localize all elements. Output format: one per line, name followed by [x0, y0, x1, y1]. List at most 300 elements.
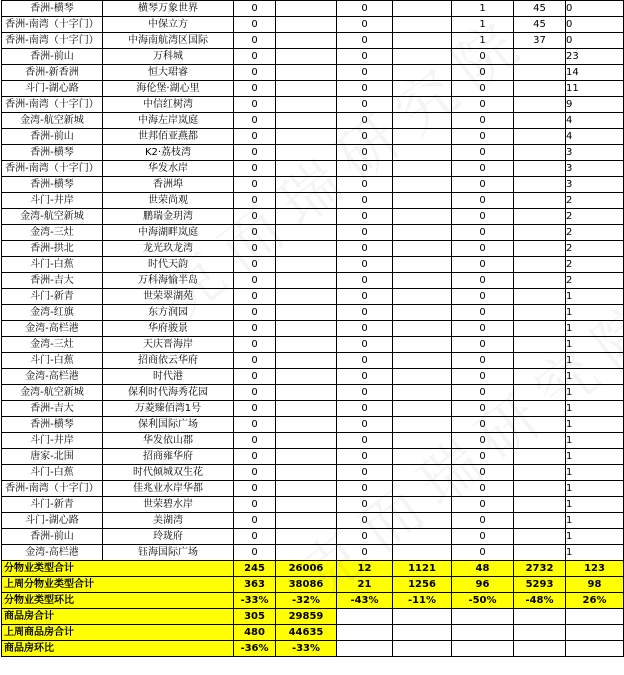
value-cell: 0	[337, 465, 393, 481]
region-cell: 香洲-吉大	[2, 273, 103, 289]
value-cell	[276, 337, 337, 353]
value-cell	[393, 529, 452, 545]
summary-value: 26%	[566, 593, 624, 609]
region-cell: 香洲-南湾（十字门）	[2, 161, 103, 177]
value-cell	[514, 193, 566, 209]
value-cell: 0	[452, 305, 514, 321]
table-row	[2, 497, 624, 513]
value-cell	[276, 65, 337, 81]
project-cell: 中海左岸岚庭	[103, 113, 234, 129]
value-cell: 0	[566, 33, 624, 49]
value-cell: 1	[566, 529, 624, 545]
table-row	[2, 273, 624, 289]
value-cell: 1	[566, 289, 624, 305]
value-cell: 0	[234, 81, 276, 97]
value-cell	[276, 145, 337, 161]
region-cell: 香洲-吉大	[2, 401, 103, 417]
value-cell	[276, 81, 337, 97]
value-cell: 0	[452, 385, 514, 401]
region-cell: 斗门-湖心路	[2, 81, 103, 97]
value-cell	[393, 321, 452, 337]
table-row	[2, 33, 624, 49]
value-cell: 0	[234, 129, 276, 145]
value-cell: 0	[452, 417, 514, 433]
project-cell: 万科城	[103, 49, 234, 65]
data-table	[1, 0, 624, 657]
region-cell: 唐家-北围	[2, 449, 103, 465]
value-cell: 0	[452, 369, 514, 385]
summary-value: -11%	[393, 593, 452, 609]
summary-row	[2, 609, 624, 625]
table-row	[2, 289, 624, 305]
table-row	[2, 1, 624, 17]
value-cell: 0	[337, 1, 393, 17]
value-cell: 0	[337, 129, 393, 145]
summary-value: 21	[337, 577, 393, 593]
value-cell	[514, 273, 566, 289]
value-cell: 37	[514, 33, 566, 49]
value-cell: 0	[452, 65, 514, 81]
summary-value: 48	[452, 561, 514, 577]
table-row	[2, 385, 624, 401]
region-cell: 香洲-拱北	[2, 241, 103, 257]
value-cell: 0	[337, 49, 393, 65]
summary-value: -50%	[452, 593, 514, 609]
value-cell	[276, 273, 337, 289]
summary-empty-cell	[566, 609, 624, 625]
value-cell: 0	[452, 145, 514, 161]
value-cell	[393, 289, 452, 305]
value-cell	[276, 529, 337, 545]
value-cell: 0	[337, 321, 393, 337]
value-cell: 0	[337, 161, 393, 177]
value-cell: 0	[234, 385, 276, 401]
value-cell: 0	[452, 481, 514, 497]
table-row	[2, 49, 624, 65]
region-cell: 金湾-航空新城	[2, 113, 103, 129]
project-cell: 万菱臻佰湾1号	[103, 401, 234, 417]
value-cell: 0	[234, 417, 276, 433]
region-cell: 香洲-南湾（十字门）	[2, 481, 103, 497]
value-cell: 0	[337, 113, 393, 129]
table-row	[2, 369, 624, 385]
project-cell: 香洲埠	[103, 177, 234, 193]
value-cell: 0	[452, 81, 514, 97]
table-row	[2, 337, 624, 353]
region-cell: 香洲-新香洲	[2, 65, 103, 81]
value-cell	[393, 97, 452, 113]
value-cell: 2	[566, 193, 624, 209]
region-cell: 金湾-高栏港	[2, 545, 103, 561]
table-row	[2, 353, 624, 369]
region-cell: 金湾-三灶	[2, 337, 103, 353]
value-cell	[393, 497, 452, 513]
value-cell	[393, 17, 452, 33]
value-cell	[276, 481, 337, 497]
value-cell: 0	[234, 433, 276, 449]
value-cell	[393, 417, 452, 433]
value-cell: 0	[452, 449, 514, 465]
value-cell: 0	[452, 209, 514, 225]
summary-label: 上周分物业类型合计	[2, 577, 234, 593]
value-cell: 4	[566, 113, 624, 129]
value-cell	[276, 17, 337, 33]
summary-value: 98	[566, 577, 624, 593]
value-cell: 1	[566, 497, 624, 513]
value-cell: 0	[337, 33, 393, 49]
value-cell: 0	[452, 97, 514, 113]
summary-row	[2, 561, 624, 577]
value-cell: 0	[234, 497, 276, 513]
value-cell: 1	[566, 337, 624, 353]
value-cell: 0	[337, 337, 393, 353]
value-cell	[514, 97, 566, 113]
value-cell: 0	[234, 353, 276, 369]
value-cell	[514, 129, 566, 145]
value-cell: 3	[566, 145, 624, 161]
table-row	[2, 529, 624, 545]
project-cell: K2·荔枝湾	[103, 145, 234, 161]
project-cell: 时代港	[103, 369, 234, 385]
summary-value: 96	[452, 577, 514, 593]
summary-value: 29859	[276, 609, 337, 625]
value-cell: 0	[337, 273, 393, 289]
value-cell: 1	[452, 1, 514, 17]
value-cell	[393, 129, 452, 145]
summary-value: 44635	[276, 625, 337, 641]
value-cell: 0	[337, 81, 393, 97]
table-row	[2, 17, 624, 33]
value-cell: 0	[566, 17, 624, 33]
value-cell: 0	[337, 417, 393, 433]
table-row	[2, 129, 624, 145]
region-cell: 金湾-高栏港	[2, 321, 103, 337]
table-row	[2, 545, 624, 561]
value-cell: 0	[234, 17, 276, 33]
value-cell: 1	[566, 417, 624, 433]
value-cell: 0	[234, 1, 276, 17]
table-row	[2, 481, 624, 497]
value-cell	[514, 353, 566, 369]
value-cell: 0	[234, 289, 276, 305]
summary-value: -32%	[276, 593, 337, 609]
value-cell: 1	[452, 17, 514, 33]
value-cell	[393, 369, 452, 385]
summary-value: 245	[234, 561, 276, 577]
value-cell	[276, 401, 337, 417]
value-cell	[514, 369, 566, 385]
table-row	[2, 161, 624, 177]
value-cell: 11	[566, 81, 624, 97]
value-cell	[276, 193, 337, 209]
project-cell: 龙光玖龙湾	[103, 241, 234, 257]
project-cell: 华府骏景	[103, 321, 234, 337]
summary-empty-cell	[514, 609, 566, 625]
region-cell: 斗门-白蕉	[2, 465, 103, 481]
value-cell: 0	[452, 497, 514, 513]
region-cell: 斗门-湖心路	[2, 513, 103, 529]
value-cell: 0	[337, 97, 393, 113]
value-cell: 0	[337, 545, 393, 561]
value-cell: 0	[234, 113, 276, 129]
value-cell	[514, 65, 566, 81]
project-cell: 世荣尚观	[103, 193, 234, 209]
value-cell: 1	[566, 353, 624, 369]
value-cell: 3	[566, 161, 624, 177]
table-row	[2, 177, 624, 193]
table-row	[2, 113, 624, 129]
value-cell: 0	[337, 449, 393, 465]
value-cell: 0	[234, 257, 276, 273]
project-cell: 佳兆业水岸华都	[103, 481, 234, 497]
value-cell: 0	[337, 497, 393, 513]
project-cell: 海伦堡·湖心里	[103, 81, 234, 97]
region-cell: 香洲-前山	[2, 129, 103, 145]
value-cell: 0	[234, 449, 276, 465]
project-cell: 时代倾城双生花	[103, 465, 234, 481]
value-cell	[393, 433, 452, 449]
value-cell	[514, 337, 566, 353]
value-cell	[393, 337, 452, 353]
value-cell: 0	[452, 353, 514, 369]
value-cell: 0	[337, 145, 393, 161]
value-cell: 1	[566, 481, 624, 497]
value-cell: 0	[337, 241, 393, 257]
value-cell: 0	[234, 49, 276, 65]
value-cell	[393, 1, 452, 17]
value-cell	[514, 161, 566, 177]
value-cell: 0	[234, 465, 276, 481]
value-cell: 0	[452, 545, 514, 561]
value-cell	[514, 81, 566, 97]
project-cell: 招商依云华府	[103, 353, 234, 369]
value-cell	[276, 449, 337, 465]
value-cell: 0	[234, 305, 276, 321]
value-cell	[393, 241, 452, 257]
value-cell	[514, 49, 566, 65]
value-cell	[393, 33, 452, 49]
value-cell: 0	[234, 481, 276, 497]
value-cell: 0	[337, 65, 393, 81]
value-cell: 0	[234, 529, 276, 545]
summary-value: 12	[337, 561, 393, 577]
value-cell: 2	[566, 209, 624, 225]
value-cell: 0	[234, 161, 276, 177]
project-cell: 美湖湾	[103, 513, 234, 529]
value-cell	[393, 273, 452, 289]
value-cell: 0	[452, 465, 514, 481]
value-cell: 0	[234, 193, 276, 209]
value-cell: 0	[452, 337, 514, 353]
region-cell: 香洲-横琴	[2, 177, 103, 193]
summary-body	[2, 561, 624, 657]
value-cell	[276, 433, 337, 449]
value-cell: 0	[337, 177, 393, 193]
value-cell: 1	[452, 33, 514, 49]
value-cell	[514, 465, 566, 481]
value-cell	[276, 209, 337, 225]
project-cell: 招商雍华府	[103, 449, 234, 465]
value-cell	[393, 113, 452, 129]
project-cell: 中海南航湾区国际	[103, 33, 234, 49]
region-cell: 香洲-南湾（十字门）	[2, 17, 103, 33]
value-cell: 0	[452, 225, 514, 241]
value-cell: 1	[566, 449, 624, 465]
summary-empty-cell	[452, 641, 514, 657]
value-cell	[276, 321, 337, 337]
value-cell: 1	[566, 305, 624, 321]
value-cell	[276, 497, 337, 513]
region-cell: 金湾-航空新城	[2, 385, 103, 401]
region-cell: 斗门-白蕉	[2, 353, 103, 369]
value-cell	[514, 385, 566, 401]
value-cell	[276, 305, 337, 321]
value-cell	[514, 241, 566, 257]
value-cell: 0	[452, 321, 514, 337]
project-cell: 天庆晋海岸	[103, 337, 234, 353]
value-cell	[393, 209, 452, 225]
summary-empty-cell	[514, 641, 566, 657]
value-cell	[393, 257, 452, 273]
value-cell: 0	[337, 353, 393, 369]
value-cell: 0	[452, 257, 514, 273]
value-cell: 0	[234, 209, 276, 225]
summary-value: 305	[234, 609, 276, 625]
value-cell: 0	[337, 17, 393, 33]
value-cell: 1	[566, 401, 624, 417]
value-cell: 0	[452, 289, 514, 305]
value-cell: 45	[514, 17, 566, 33]
value-cell	[276, 353, 337, 369]
value-cell	[393, 465, 452, 481]
summary-empty-cell	[337, 609, 393, 625]
value-cell: 23	[566, 49, 624, 65]
value-cell	[393, 225, 452, 241]
value-cell: 0	[234, 273, 276, 289]
table-row	[2, 321, 624, 337]
value-cell: 2	[566, 225, 624, 241]
value-cell: 45	[514, 1, 566, 17]
value-cell	[514, 257, 566, 273]
summary-label: 上周商品房合计	[2, 625, 234, 641]
value-cell	[276, 369, 337, 385]
region-cell: 金湾-航空新城	[2, 209, 103, 225]
value-cell	[393, 353, 452, 369]
value-cell	[276, 289, 337, 305]
value-cell: 2	[566, 241, 624, 257]
value-cell: 0	[337, 529, 393, 545]
value-cell	[276, 49, 337, 65]
value-cell: 0	[452, 433, 514, 449]
value-cell	[514, 417, 566, 433]
table-row	[2, 193, 624, 209]
summary-row	[2, 625, 624, 641]
value-cell	[276, 417, 337, 433]
project-cell: 玲珑府	[103, 529, 234, 545]
table-body	[2, 1, 624, 561]
value-cell: 2	[566, 273, 624, 289]
summary-value: -48%	[514, 593, 566, 609]
value-cell	[514, 225, 566, 241]
value-cell: 0	[234, 369, 276, 385]
value-cell	[393, 193, 452, 209]
summary-value: 26006	[276, 561, 337, 577]
region-cell: 斗门-井岸	[2, 193, 103, 209]
region-cell: 斗门-新青	[2, 497, 103, 513]
value-cell: 0	[337, 385, 393, 401]
value-cell: 0	[234, 513, 276, 529]
summary-value: -36%	[234, 641, 276, 657]
value-cell	[276, 113, 337, 129]
region-cell: 金湾-高栏港	[2, 369, 103, 385]
summary-label: 分物业类型环比	[2, 593, 234, 609]
project-cell: 世邦佰亚燕都	[103, 129, 234, 145]
region-cell: 香洲-前山	[2, 529, 103, 545]
value-cell: 1	[566, 465, 624, 481]
value-cell	[514, 449, 566, 465]
value-cell	[276, 465, 337, 481]
region-cell: 斗门-井岸	[2, 433, 103, 449]
summary-value: -33%	[234, 593, 276, 609]
project-cell: 时代天韵	[103, 257, 234, 273]
project-cell: 世荣翠湖苑	[103, 289, 234, 305]
value-cell	[393, 145, 452, 161]
project-cell: 鹏瑞金玥湾	[103, 209, 234, 225]
value-cell	[514, 209, 566, 225]
project-cell: 恒大珺睿	[103, 65, 234, 81]
project-cell: 中保立方	[103, 17, 234, 33]
value-cell	[276, 161, 337, 177]
summary-row	[2, 641, 624, 657]
table-row	[2, 305, 624, 321]
value-cell: 0	[337, 401, 393, 417]
value-cell: 0	[234, 65, 276, 81]
summary-value: 123	[566, 561, 624, 577]
value-cell	[393, 49, 452, 65]
table-row	[2, 465, 624, 481]
project-cell: 华发依山郡	[103, 433, 234, 449]
value-cell: 3	[566, 177, 624, 193]
value-cell: 0	[337, 305, 393, 321]
value-cell	[514, 177, 566, 193]
value-cell	[514, 305, 566, 321]
value-cell: 0	[452, 401, 514, 417]
value-cell	[514, 481, 566, 497]
region-cell: 金湾-红旗	[2, 305, 103, 321]
value-cell: 0	[234, 33, 276, 49]
value-cell: 1	[566, 385, 624, 401]
value-cell	[276, 257, 337, 273]
region-cell: 香洲-南湾（十字门）	[2, 97, 103, 113]
summary-empty-cell	[566, 641, 624, 657]
table-row	[2, 209, 624, 225]
value-cell	[393, 65, 452, 81]
region-cell: 香洲-南湾（十字门）	[2, 33, 103, 49]
value-cell: 0	[337, 481, 393, 497]
value-cell	[276, 545, 337, 561]
value-cell: 1	[566, 433, 624, 449]
summary-value: -33%	[276, 641, 337, 657]
table-row	[2, 97, 624, 113]
summary-value: 5293	[514, 577, 566, 593]
value-cell: 0	[234, 401, 276, 417]
value-cell	[276, 513, 337, 529]
summary-empty-cell	[337, 625, 393, 641]
value-cell	[276, 177, 337, 193]
value-cell: 0	[234, 241, 276, 257]
value-cell	[514, 321, 566, 337]
project-cell: 世荣碧水岸	[103, 497, 234, 513]
